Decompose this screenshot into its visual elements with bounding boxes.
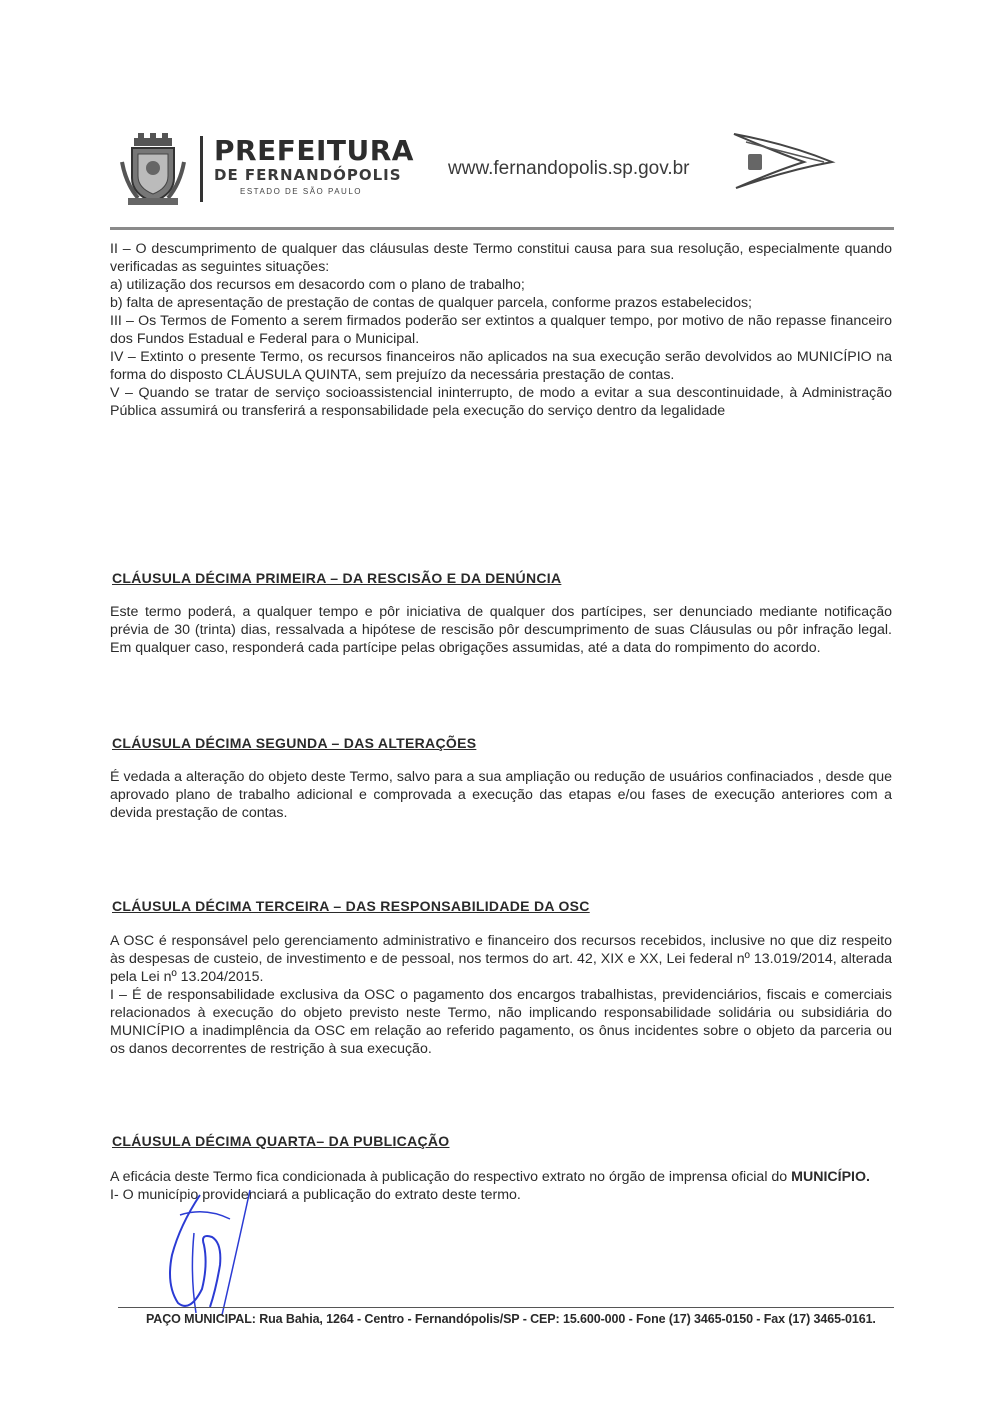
intro-line: III – Os Termos de Fomento a serem firmados poderão ser extintos a qualquer tempo, por motivo de não repasse financeiro dos Fundos Estadual e Federal para o Municipal. bbox=[110, 313, 892, 347]
clause-14-paragraph-1 bbox=[110, 1168, 892, 1186]
footer-address: PAÇO MUNICIPAL: Rua Bahia, 1264 - Centro - Fernandópolis/SP - CEP: 15.600-000 - Fone (17) 3465-0150 - Fax (17) 3465-0161. bbox=[146, 1312, 876, 1326]
brand-title: PREFEITURA bbox=[214, 134, 414, 167]
intro-line: II – O descumprimento de qualquer das cláusulas deste Termo constitui causa para sua resolução, especialmente quando verificadas as seguintes situações: bbox=[110, 241, 892, 275]
clause-11-text bbox=[110, 603, 892, 657]
intro-line: a) utilização dos recursos em desacordo com o plano de trabalho; bbox=[110, 277, 525, 293]
clause-13-paragraph-1: A OSC é responsável pelo gerenciamento administrativo e financeiro dos recursos recebidos, inclusive no que diz respeito às despesas de custeio, de investimento e de pessoal, nos termos do art. 42, XIX e XX, Lei federal nº 13.019/2014, alterada pela Lei nº 13.204/2015. bbox=[110, 933, 892, 985]
header-rule bbox=[110, 227, 894, 230]
intro-block bbox=[110, 240, 892, 420]
brand-state: ESTADO DE SÃO PAULO bbox=[240, 187, 363, 196]
clause-13-text bbox=[110, 932, 892, 1058]
city-crest-icon bbox=[118, 132, 188, 208]
website-url: www.fernandopolis.sp.gov.br bbox=[448, 158, 690, 179]
clause-11-heading: CLÁUSULA DÉCIMA PRIMEIRA – DA RESCISÃO E DA DENÚNCIA bbox=[112, 570, 562, 586]
intro-line: IV – Extinto o presente Termo, os recursos financeiros não aplicados na sua execução serão devolvidos ao MUNICÍPIO na forma do disposto CLÁUSULA QUINTA, sem prejuízo da necessária prestação de contas. bbox=[110, 349, 892, 383]
letterhead-divider bbox=[200, 136, 203, 202]
letterhead bbox=[118, 128, 878, 218]
intro-line: b) falta de apresentação de prestação de contas de qualquer parcela, conforme prazos estabelecidos; bbox=[110, 295, 752, 311]
clause-12-paragraph: É vedada a alteração do objeto deste Termo, salvo para a sua ampliação ou redução de usuários confinaciados , desde que aprovado plano de trabalho adicional e comprovada a execução das etapas e/ou fases de execução anteriores com a devida prestação de contas. bbox=[110, 769, 892, 821]
clause-14-text-1: A eficácia deste Termo fica condicionada à publicação do respectivo extrato no órgão de imprensa oficial do bbox=[110, 1169, 788, 1185]
arrow-emblem-icon bbox=[728, 130, 838, 192]
clause-14-paragraph-2: I- O município providenciará a publicação do extrato deste termo. bbox=[110, 1187, 521, 1203]
footer-rule bbox=[118, 1307, 894, 1308]
municipio-label: MUNICÍPIO. bbox=[791, 1169, 870, 1185]
brand-subtitle: DE FERNANDÓPOLIS bbox=[214, 166, 402, 184]
clause-11-paragraph: Este termo poderá, a qualquer tempo e pôr iniciativa de qualquer dos partícipes, ser denunciado mediante notificação prévia de 30 (trinta) dias, ressalvada a hipótese de rescisão pôr descumprimento de suas Cláusulas ou pôr infração legal. Em qualquer caso, responderá cada partícipe pelas obrigações assumidas, até a data do rompimento do acordo. bbox=[110, 604, 892, 656]
clause-12-text bbox=[110, 768, 892, 822]
handwritten-signature bbox=[150, 1185, 270, 1320]
clause-13-heading: CLÁUSULA DÉCIMA TERCEIRA – DAS RESPONSABILIDADE DA OSC bbox=[112, 898, 590, 914]
clause-12-heading: CLÁUSULA DÉCIMA SEGUNDA – DAS ALTERAÇÕES bbox=[112, 735, 477, 751]
municipality-brand bbox=[214, 136, 414, 196]
clause-14-heading: CLÁUSULA DÉCIMA QUARTA– DA PUBLICAÇÃO bbox=[112, 1133, 450, 1149]
intro-line: V – Quando se tratar de serviço socioassistencial ininterrupto, de modo a evitar a sua descontinuidade, à Administração Pública assumirá ou transferirá a responsabilidade pela execução do serviço dentro da legalidade bbox=[110, 385, 892, 419]
clause-13-paragraph-2: I – É de responsabilidade exclusiva da OSC o pagamento dos encargos trabalhistas, previdenciários, fiscais e comerciais relacionados à execução do objeto previsto neste Termo, não implicando responsabilidade solidária ou subsidiária do MUNICÍPIO a inadimplência da OSC em relação ao referido pagamento, os ônus incidentes sobre o objeto da parceria ou os danos decorrentes de restrição à sua execução. bbox=[110, 987, 892, 1057]
